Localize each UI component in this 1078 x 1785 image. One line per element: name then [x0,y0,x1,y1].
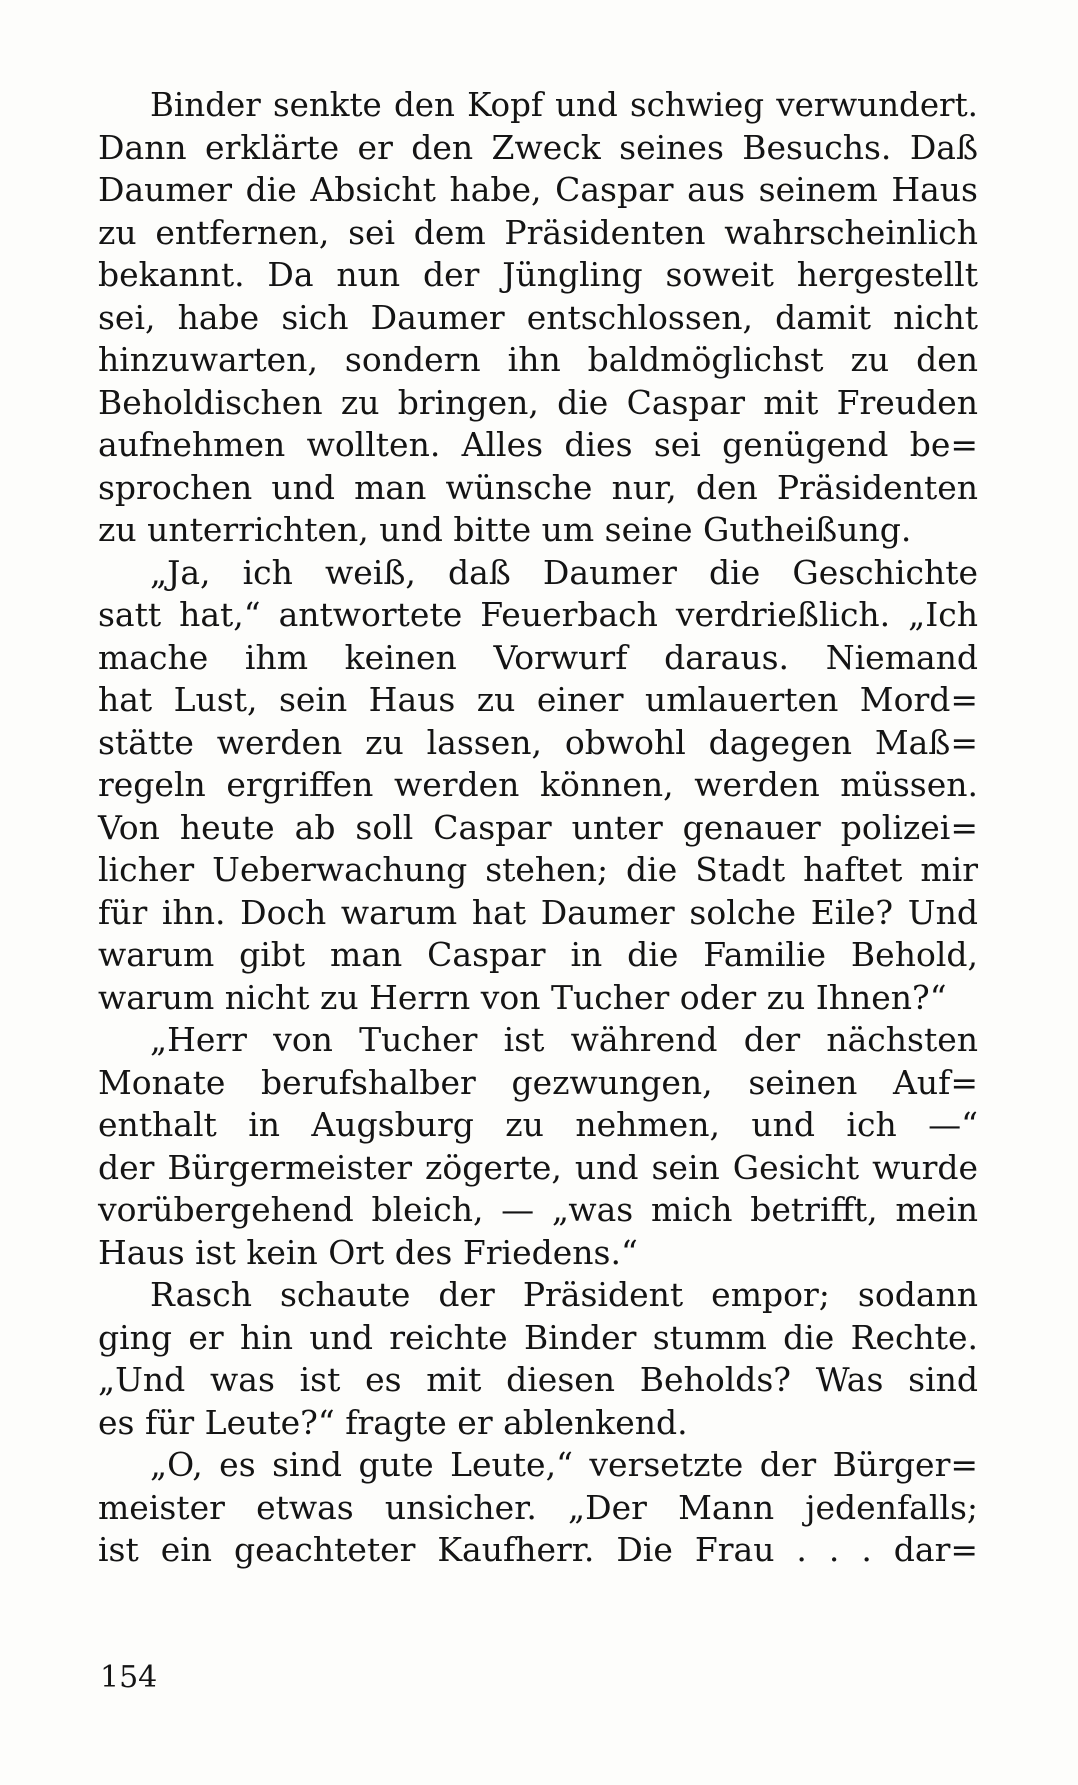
text-line: Binder senkte den Kopf und schwieg verwundert. [150,86,978,124]
text-line: warum gibt man Caspar in die Familie Behold, [98,935,978,974]
text-line: „O, es sind gute Leute,“ versetzte der Bürger= [150,1445,978,1484]
text-line: stätte werden zu lassen, obwohl dagegen Maß= [98,722,978,762]
text-line: ist ein geachteter Kaufherr. Die Frau . . . dar= [98,1530,978,1569]
text-line: es für Leute?“ fragte er ablenkend. [98,1402,688,1442]
text-line: Monate berufshalber gezwungen, seinen Auf= [98,1062,978,1102]
text-line: der Bürgermeister zögerte, und sein Gesicht wurde [98,1147,978,1187]
text-line: „Ja, ich weiß, daß Daumer die Geschichte [150,552,978,592]
text-line: vorübergehend bleich, — „was mich betrifft, mein [98,1190,978,1229]
page-number: 154 [100,1660,158,1695]
text-line: Beholdischen zu bringen, die Caspar mit Freuden [98,382,978,422]
text-line: aufnehmen wollten. Alles dies sei genügend be= [98,425,978,464]
text-line: Rasch schaute der Präsident empor; sodann [150,1275,978,1314]
text-line: zu entfernen, sei dem Präsidenten wahrscheinlich [98,212,978,252]
text-line: regeln ergriffen werden können, werden müssen. [98,765,978,804]
text-line: meister etwas unsicher. „Der Mann jedenfalls; [98,1487,978,1527]
text-line: bekannt. Da nun der Jüngling soweit hergestellt [98,255,978,294]
text-line: licher Ueberwachung stehen; die Stadt haftet mir [98,850,978,889]
text-line: warum nicht zu Herrn von Tucher oder zu Ihnen?“ [98,977,947,1017]
text-line: für ihn. Doch warum hat Daumer solche Eile? Und [98,892,978,932]
text-line: „Herr von Tucher ist während der nächsten [150,1020,978,1059]
text-line: ging er hin und reichte Binder stumm die Rechte. [98,1317,978,1357]
text-line: zu unterrichten, und bitte um seine Gutheißung. [98,510,912,549]
text-line: Dann erklärte er den Zweck seines Besuchs. Daß [98,127,978,167]
text-line: enthalt in Augsburg zu nehmen, und ich —“ [98,1105,978,1144]
text-line: Von heute ab soll Caspar unter genauer polizei= [98,807,978,847]
text-line: Haus ist kein Ort des Friedens.“ [98,1232,638,1272]
text-line: sprochen und man wünsche nur, den Präsidenten [98,467,978,507]
text-line: sei, habe sich Daumer entschlossen, damit nicht [98,297,978,337]
text-line: satt hat,“ antwortete Feuerbach verdrießlich. „Ich [98,595,978,634]
text-line: „Und was ist es mit diesen Beholds? Was sind [98,1360,978,1399]
text-line: hinzuwarten, sondern ihn baldmöglichst zu den [98,340,978,379]
text-line: Daumer die Absicht habe, Caspar aus seinem Haus [98,170,978,209]
text-line: hat Lust, sein Haus zu einer umlauerten Mord= [98,680,978,719]
body-text [98,84,978,1572]
text-line: mache ihm keinen Vorwurf daraus. Niemand [98,637,978,677]
